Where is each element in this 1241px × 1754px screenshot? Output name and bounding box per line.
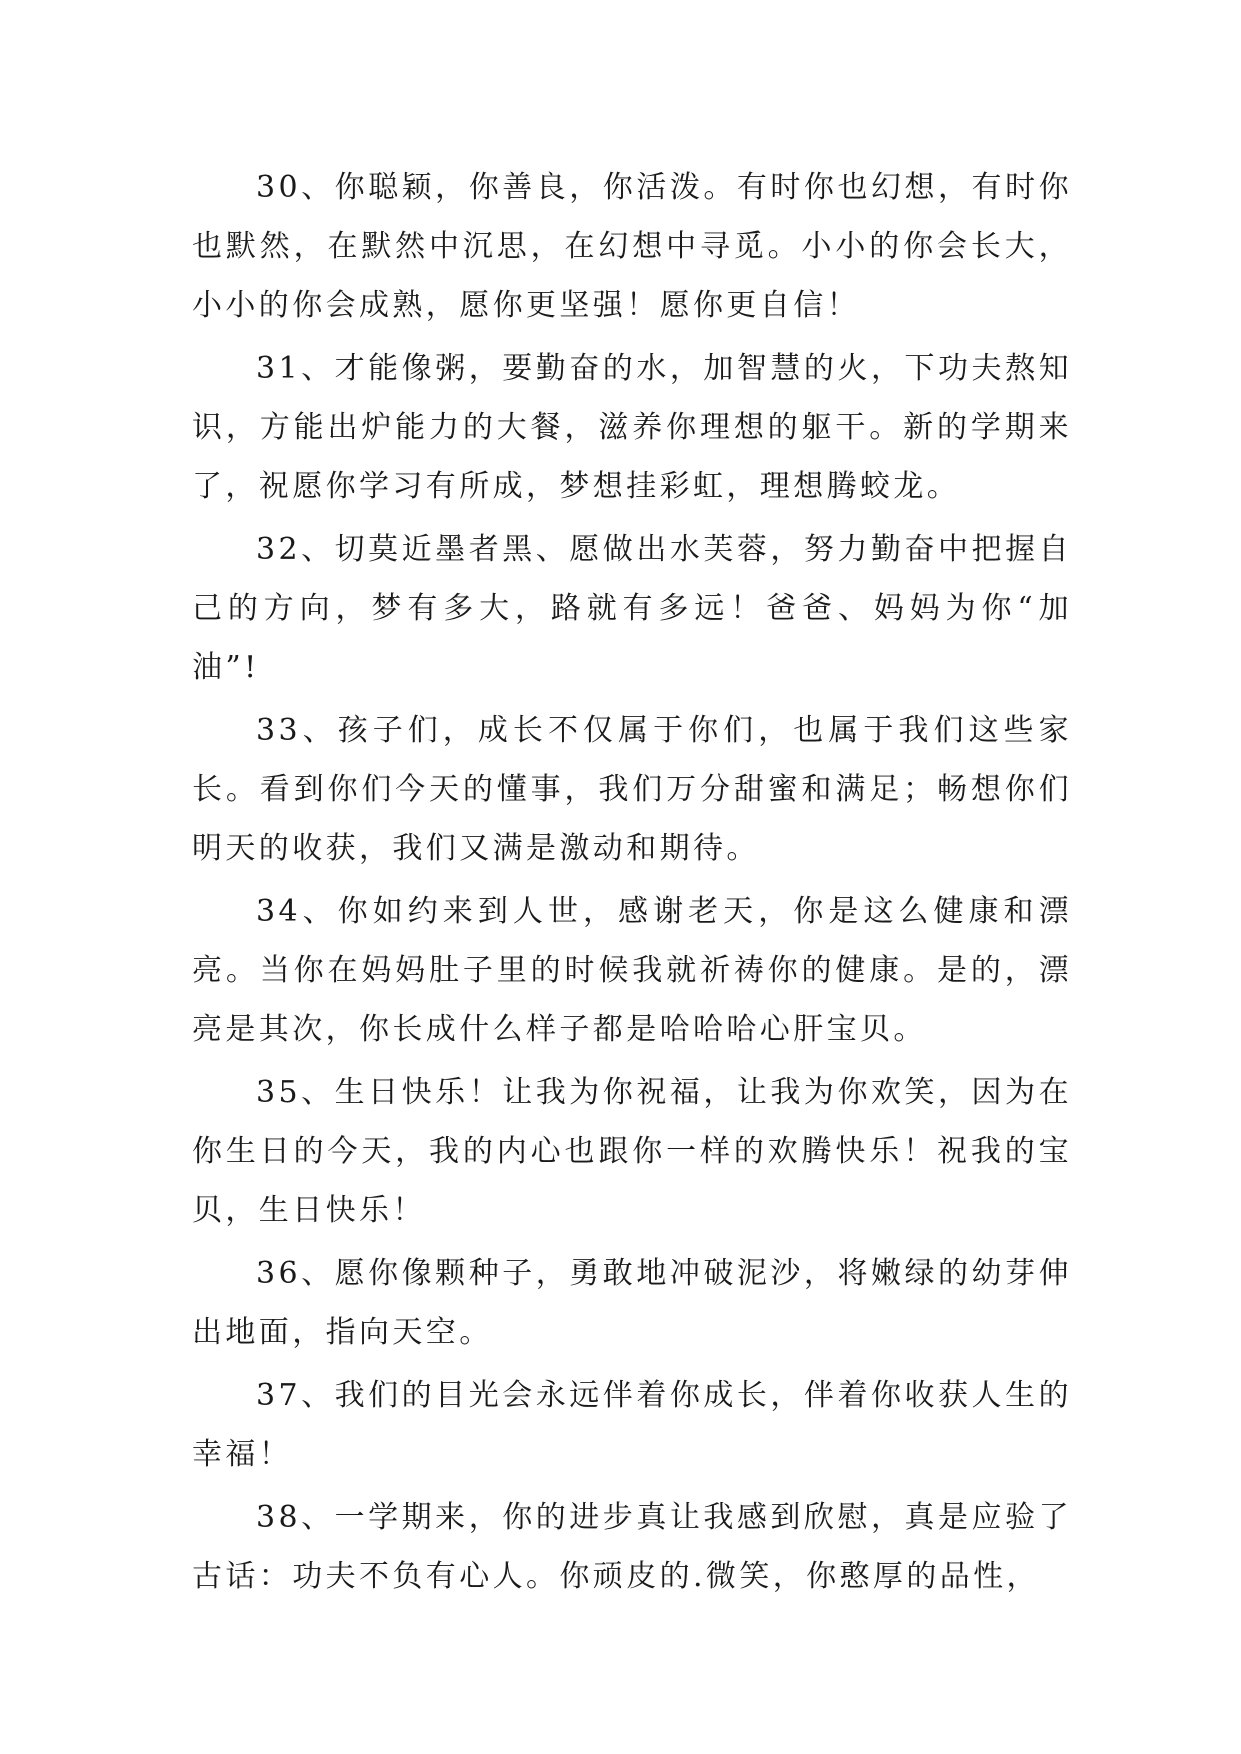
paragraph-35: 35、生日快乐！让我为你祝福，让我为你欢笑，因为在你生日的今天，我的内心也跟你一样的欢腾快乐！祝我的宝贝，生日快乐！ <box>192 1075 1072 1228</box>
document-body <box>192 158 1072 1606</box>
paragraph-31: 31、才能像粥，要勤奋的水，加智慧的火，下功夫熬知识，方能出炉能力的大餐，滋养你理想的躯干。新的学期来了，祝愿你学习有所成，梦想挂彩虹，理想腾蛟龙。 <box>192 351 1072 504</box>
paragraph-36: 36、愿你像颗种子，勇敢地冲破泥沙，将嫩绿的幼芽伸出地面，指向天空。 <box>192 1256 1072 1350</box>
paragraph-38: 38、一学期来，你的进步真让我感到欣慰，真是应验了古话：功夫不负有心人。你顽皮的.微笑，你憨厚的品性， <box>192 1500 1072 1594</box>
paragraph-34: 34、你如约来到人世，感谢老天，你是这么健康和漂亮。当你在妈妈肚子里的时候我就祈祷你的健康。是的，漂亮是其次，你长成什么样子都是哈哈哈心肝宝贝。 <box>192 894 1072 1047</box>
paragraph-30: 30、你聪颖，你善良，你活泼。有时你也幻想，有时你也默然，在默然中沉思，在幻想中寻觅。小小的你会长大，小小的你会成熟，愿你更坚强！愿你更自信！ <box>192 170 1072 323</box>
paragraph-32: 32、切莫近墨者黑、愿做出水芙蓉，努力勤奋中把握自己的方向，梦有多大，路就有多远！爸爸、妈妈为你“加油”! <box>192 532 1072 685</box>
paragraph-33: 33、孩子们，成长不仅属于你们，也属于我们这些家长。看到你们今天的懂事，我们万分甜蜜和满足；畅想你们明天的收获，我们又满是激动和期待。 <box>192 713 1072 866</box>
paragraph-37: 37、我们的目光会永远伴着你成长，伴着你收获人生的幸福！ <box>192 1378 1072 1472</box>
